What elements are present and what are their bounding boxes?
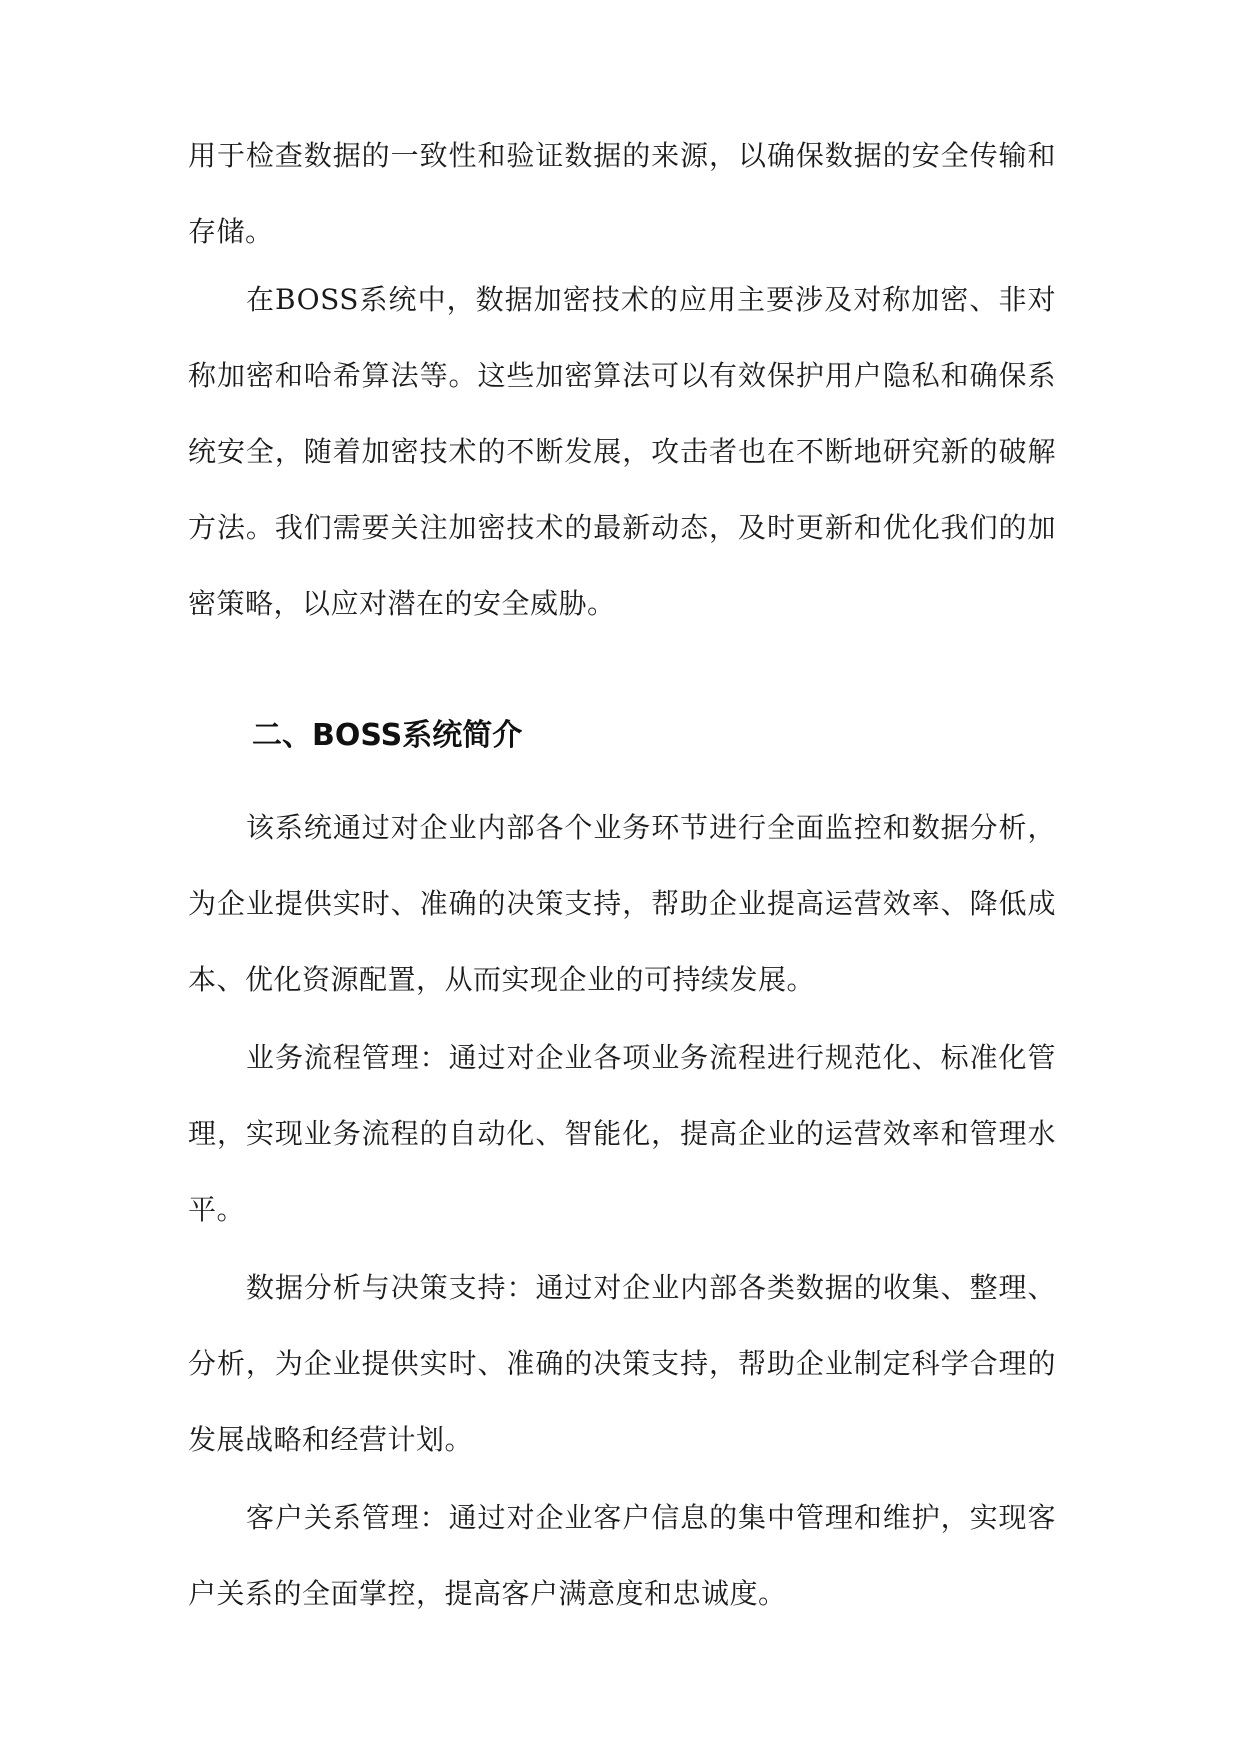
paragraph-data-analysis: 数据分析与决策支持：通过对企业内部各类数据的收集、整理、分析，为企业提供实时、准确的决策支持，帮助企业制定科学合理的发展战略和经营计划。 <box>188 1271 1056 1456</box>
paragraph-encryption-in-boss: 在BOSS系统中，数据加密技术的应用主要涉及对称加密、非对称加密和哈希算法等。这些加密算法可以有效保护用户隐私和确保系统安全，随着加密技术的不断发展，攻击者也在不断地研究新的破解方法。我们需要关注加密技术的最新动态，及时更新和优化我们的加密策略，以应对潜在的安全威胁。 <box>188 283 1056 620</box>
section-heading-boss-intro: 二、BOSS系统简介 <box>252 718 523 753</box>
paragraph-system-overview: 该系统通过对企业内部各个业务环节进行全面监控和数据分析，为企业提供实时、准确的决策支持，帮助企业提高运营效率、降低成本、优化资源配置，从而实现企业的可持续发展。 <box>188 811 1056 996</box>
paragraph-customer-relationship: 客户关系管理：通过对企业客户信息的集中管理和维护，实现客户关系的全面掌控，提高客户满意度和忠诚度。 <box>188 1501 1056 1610</box>
paragraph-data-verification: 用于检查数据的一致性和验证数据的来源，以确保数据的安全传输和存储。 <box>188 139 1056 248</box>
paragraph-business-process: 业务流程管理：通过对企业各项业务流程进行规范化、标准化管理，实现业务流程的自动化、智能化，提高企业的运营效率和管理水平。 <box>188 1041 1056 1226</box>
